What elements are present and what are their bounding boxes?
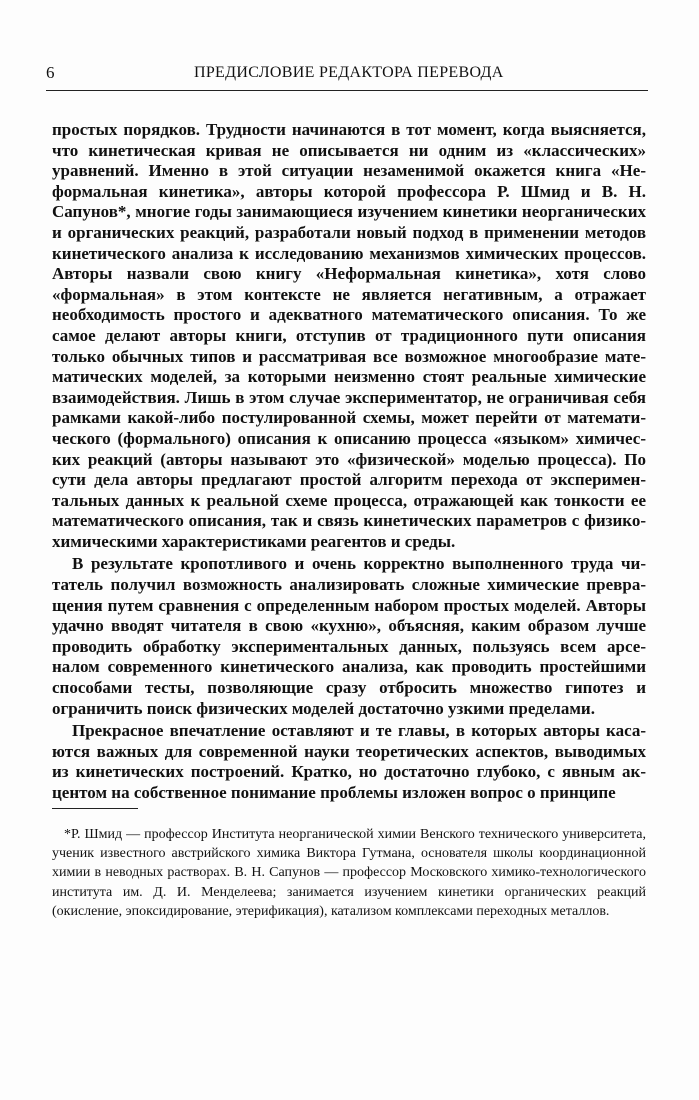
- footnote-text: *Р. Шмид — профессор Института неорганической химии Венского технического университета, ученик известного австрийского химика Виктора Гутмана, основателя школы координационной химии в неводных растворах. В. Н. Сапунов — профессор Московского химико-технологического института им. Д. И. Менделеева; занимается изучением кинетики органических реакций (окисление, эпоксидирование, этерификация), катализом комплексами переходных металлов.: [52, 827, 646, 919]
- body-text: [52, 120, 646, 804]
- running-head: ПРЕДИСЛОВИЕ РЕДАКТОРА ПЕРЕВОДА: [194, 64, 504, 81]
- paragraph-2: В результате кропотливого и очень корректно выполненного труда читатель получил возможность анализировать сложные химические превращения путем сравнения с определенным набором простых моделей. Авторы удачно вводят читателя в свою «кухню», объясняя, каким образом лучше проводить обработку экспериментальных данных, пользуясь всем арсеналом современного кинетического анализа, как проводить простейшими способами тесты, позволяющие сразу отбросить множество гипотез и ограничить поиск физических моделей достаточно узкими пределами.: [52, 554, 646, 718]
- paragraph-1: простых порядков. Трудности начинаются в тот момент, когда выясняется, что кинетическая кривая не описывается ни одним из «классических» уравнений. Именно в этой ситуации незаменимой окажется книга «Неформальная кинетика», авторы которой профессора Р. Шмид и В. Н. Сапунов*, многие годы занимающиеся изучением кинетики неорганических и органических реакций, разработали новый подход в применении методов кинетического анализа к исследованию механизмов химических процессов. Авторы назвали свою книгу «Неформальная кинетика», хотя слово «формальная» в этом контексте не является негативным, а отражает необходимость простого и адекватного математического описания. То же самое делают авторы книги, отступив от традиционного пути описания только обычных типов и рассматривая все возможное многообразие математических моделей, за которыми неизменно стоят реальные химические взаимодействия. Лишь в этом случае экспериментатор, не ограничивая себя рамками какой-либо постулированной схемы, может перейти от математического (формального) описания к описанию процесса «языком» химических реакций (авторы называют это «физической» моделью процесса). По сути дела авторы предлагают простой алгоритм перехода от экспериментальных данных к реальной схеме процесса, отражающей как тонкости ее математического описания, так и связь кинетических параметров с физикохимическими характеристиками реагентов и среды.: [52, 120, 646, 551]
- header-rule: [46, 90, 648, 91]
- paragraph-3: Прекрасное впечатление оставляют и те главы, в которых авторы касаются важных для современной науки теоретических аспектов, выводимых из кинетических построений. Кратко, но достаточно глубоко, с явным акцентом на собственное понимание проблемы изложен вопрос о принципе: [52, 721, 646, 802]
- footnote: [52, 825, 646, 921]
- footnote-rule: [52, 808, 138, 809]
- page-header: [46, 60, 646, 86]
- page-number: 6: [46, 63, 55, 82]
